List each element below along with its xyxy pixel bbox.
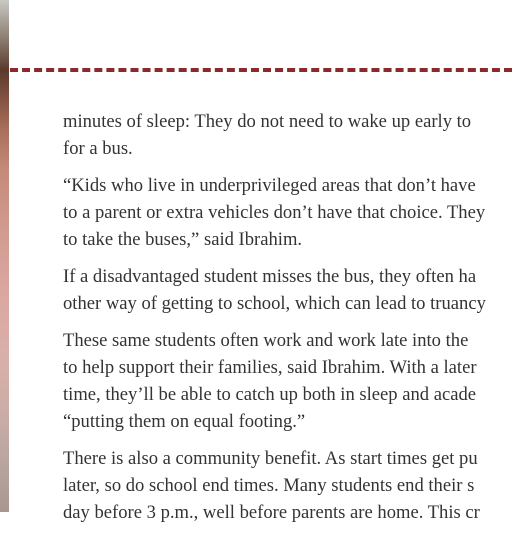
text-line: If a disadvantaged student misses the bus, they often ha — [63, 266, 477, 287]
text-line: minutes of sleep: They do not need to wake up early to — [63, 111, 472, 132]
paragraph — [63, 108, 512, 162]
text-line: “Kids who live in underprivileged areas that don’t have — [63, 175, 476, 196]
dashed-divider — [10, 68, 512, 72]
paragraph — [63, 327, 512, 435]
paragraph — [63, 445, 512, 526]
text-line: to a parent or extra vehicles don’t have that choice. They — [63, 202, 486, 223]
photo-edge-strip — [0, 0, 9, 512]
paragraph — [63, 172, 512, 253]
text-line: There is also a community benefit. As start times get pu — [63, 448, 478, 469]
text-line: other way of getting to school, which can lead to truancy — [63, 293, 486, 314]
paragraph — [63, 263, 512, 317]
text-line: later, so do school end times. Many students end their s — [63, 475, 475, 496]
text-line: to help support their families, said Ibrahim. With a later — [63, 357, 477, 378]
text-line: day before 3 p.m., well before parents are home. This cr — [63, 502, 480, 523]
text-line: “putting them on equal footing.” — [63, 411, 306, 432]
text-line: These same students often work and work late into the — [63, 330, 469, 351]
text-line: for a bus. — [63, 138, 133, 159]
text-line: to take the buses,” said Ibrahim. — [63, 229, 303, 250]
text-line: time, they’ll be able to catch up both in sleep and acade — [63, 384, 477, 405]
article-body — [63, 108, 512, 536]
